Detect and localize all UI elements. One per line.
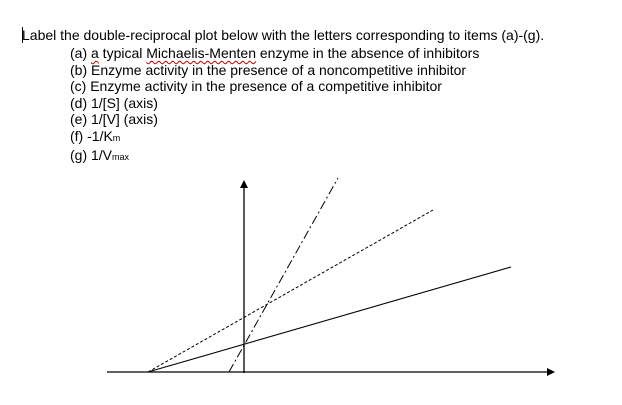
spellcheck-word: Michaelis-Menten — [146, 45, 256, 61]
dashed-line — [148, 210, 433, 372]
item-c: (c) Enzyme activity in the presence of a competitive inhibitor — [70, 78, 442, 95]
item-f: (f) -1/Km — [70, 127, 121, 144]
dash-dot-line — [229, 178, 338, 372]
item-b: (b) Enzyme activity in the presence of a noncompetitive inhibitor — [70, 61, 467, 78]
item-a: (a) a typical Michaelis-Menten enzyme in the absence of inhibitors — [70, 45, 480, 61]
spellcheck-word: a — [91, 45, 99, 61]
item-g: (g) 1/Vmax — [70, 146, 130, 163]
item-d: (d) 1/[S] (axis) — [70, 94, 158, 111]
question-prompt: Label the double-reciprocal plot below with the letters corresponding to items (a)-(g). — [22, 27, 545, 43]
solid-line — [148, 267, 511, 372]
item-e: (e) 1/[V] (axis) — [70, 111, 158, 128]
